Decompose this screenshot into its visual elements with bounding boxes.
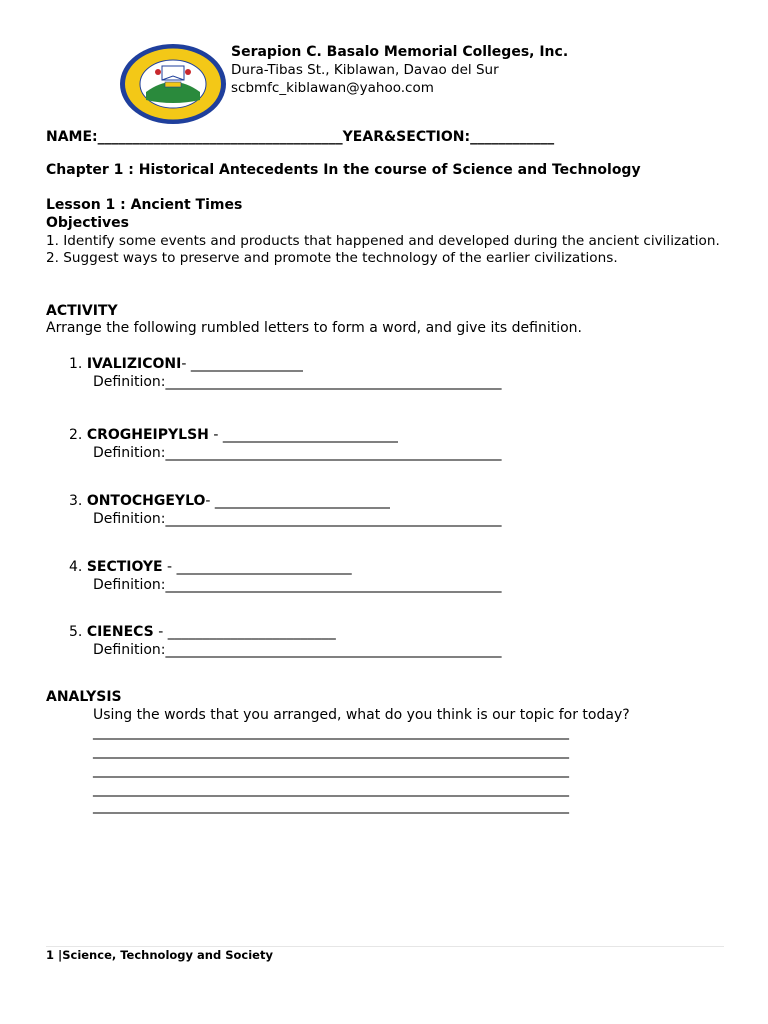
scrambled-word: CIENECS: [86, 624, 154, 640]
item-number: 1.: [69, 356, 83, 372]
activity-heading: ACTIVITY: [46, 303, 118, 319]
school-email: scbmfc_kiblawan@yahoo.com: [231, 80, 434, 96]
name-line: [46, 129, 554, 145]
definition-blank[interactable]: ________________________________________________: [165, 374, 502, 390]
definition-line: [93, 445, 502, 461]
answer-line[interactable]: ____________________________________________________________________: [93, 762, 569, 778]
name-blank[interactable]: ___________________________________: [97, 129, 343, 145]
scrambled-word: SECTIOYE: [86, 559, 163, 575]
school-logo: [118, 42, 228, 126]
activity-instruction: Arrange the following rumbled letters to form a word, and give its definition.: [46, 320, 582, 336]
school-address: Dura-Tibas St., Kiblawan, Davao del Sur: [231, 62, 499, 78]
activity-item: [69, 356, 303, 372]
definition-line: [93, 577, 502, 593]
objective-item: 1. Identify some events and products that happened and developed during the ancient civilization.: [46, 233, 720, 249]
activity-item: [69, 624, 336, 640]
scrambled-word: CROGHEIPYLSH: [86, 427, 209, 443]
definition-line: [93, 642, 502, 658]
answer-blank[interactable]: _________________________: [222, 427, 398, 443]
chapter-title: Chapter 1 : Historical Antecedents In the course of Science and Technology: [46, 162, 641, 178]
item-number: 5.: [69, 624, 83, 640]
definition-blank[interactable]: ________________________________________________: [165, 445, 502, 461]
answer-blank[interactable]: ________________________: [167, 624, 336, 640]
footer-divider: [46, 946, 724, 947]
answer-blank[interactable]: ________________: [190, 356, 303, 372]
item-number: 3.: [69, 493, 83, 509]
definition-line: [93, 511, 502, 527]
analysis-question: Using the words that you arranged, what do you think is our topic for today?: [93, 707, 630, 723]
year-section-label: YEAR&SECTION:: [342, 129, 471, 145]
activity-item: [69, 427, 398, 443]
item-separator: -: [153, 624, 168, 640]
answer-line[interactable]: ____________________________________________________________________: [93, 798, 569, 814]
year-section-blank[interactable]: ____________: [470, 129, 555, 145]
item-separator: -: [208, 427, 223, 443]
page-footer: [46, 948, 273, 962]
school-name: Serapion C. Basalo Memorial Colleges, Inc.: [231, 44, 569, 60]
definition-label: Definition:: [93, 511, 166, 527]
scrambled-word: ONTOCHGEYLO: [86, 493, 206, 509]
definition-line: [93, 374, 502, 390]
definition-blank[interactable]: ________________________________________________: [165, 511, 502, 527]
objective-item: 2. Suggest ways to preserve and promote the technology of the earlier civilizations.: [46, 250, 618, 266]
lesson-title: Lesson 1 : Ancient Times: [46, 197, 243, 213]
definition-blank[interactable]: ________________________________________________: [165, 577, 502, 593]
page-number: 1 |: [46, 948, 63, 962]
activity-item: [69, 559, 352, 575]
activity-item: [69, 493, 390, 509]
answer-line[interactable]: ____________________________________________________________________: [93, 743, 569, 759]
definition-label: Definition:: [93, 445, 166, 461]
objectives-heading: Objectives: [46, 215, 129, 231]
answer-blank[interactable]: _________________________: [176, 559, 352, 575]
footer-subject: Science, Technology and Society: [62, 948, 273, 962]
item-number: 2.: [69, 427, 83, 443]
definition-label: Definition:: [93, 374, 166, 390]
analysis-heading: ANALYSIS: [46, 689, 122, 705]
definition-blank[interactable]: ________________________________________________: [165, 642, 502, 658]
definition-label: Definition:: [93, 577, 166, 593]
item-separator: -: [181, 356, 191, 372]
answer-line[interactable]: ____________________________________________________________________: [93, 781, 569, 797]
name-label: NAME:: [46, 129, 98, 145]
answer-blank[interactable]: _________________________: [214, 493, 390, 509]
item-number: 4.: [69, 559, 83, 575]
item-separator: -: [162, 559, 177, 575]
item-separator: -: [205, 493, 215, 509]
answer-line[interactable]: ____________________________________________________________________: [93, 724, 569, 740]
scrambled-word: IVALIZICONI: [86, 356, 182, 372]
definition-label: Definition:: [93, 642, 166, 658]
